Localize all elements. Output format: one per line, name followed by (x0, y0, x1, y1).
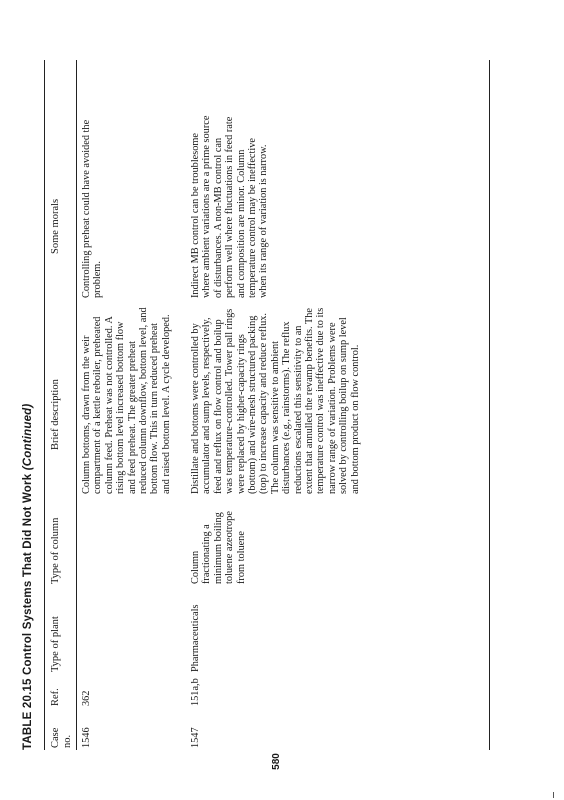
table-caption-continued: (Continued) (22, 403, 34, 471)
rotated-table (22, 50, 492, 750)
row1-brief-description: Column bottoms, drawn from the weir compartment of a kettle reboiler, preheated column feed. Preheat was not controlled. A rising bottom level increased bottom flow and feed preheat. The greater preheat reduced column downflow, bottom level, and bottom flow. This in turn reduced preheat and raised bottom level. A cycle developed. (81, 307, 172, 494)
row2-ref: 151a,b (190, 678, 201, 706)
header-rule (76, 60, 77, 750)
header-brief-description: Brief description (50, 379, 61, 450)
table-caption (22, 404, 34, 750)
bottom-rule (489, 60, 490, 750)
row2-type-of-column: Column fractionating a minimum boiling toluene azeotrope from toluene (190, 511, 247, 584)
row1-case-no: 1546 (81, 727, 92, 748)
top-rule (44, 60, 45, 750)
row2-some-morals: Indirect MB control can be troublesome where ambient variations are a prime source of disturbances. A non-MB control can perform well where fluctuations in feed rate and composition are minor. Column temperature control may be ineffective when its range of variation is narrow. (190, 115, 270, 298)
scan-edge-mark (553, 792, 558, 798)
header-type-of-column: Type of column (50, 517, 61, 584)
row2-brief-description: Distillate and bottoms were controlled by accumulator and sump levels, respectively, feed and reflux on flow control and boilup was temperature-controlled. Tower pall rings were replaced by higher-capacity rings (bottom) and wire-mesh structured packing (top) to increase capacity and reduce reflux. The column was sensitive to ambient disturbances (e.g., rainstorms). The reflux reductions escalated this sensitivity to an extent that annulled the revamp benefits. The temperature control was ineffective due to its narrow range of variation. Problems were solved by controlling boilup on sump level and bottom product on flow control. (190, 307, 361, 494)
row2-case-no: 1547 (190, 727, 201, 748)
header-some-morals: Some morals (50, 198, 61, 254)
row2-type-of-plant: Pharmaceuticals (190, 604, 201, 672)
row1-some-morals: Controlling preheat could have avoided the problem. (81, 119, 104, 298)
row1-ref: 362 (81, 690, 92, 706)
table-caption-title: TABLE 20.15 Control Systems That Did Not Work (22, 473, 34, 750)
page-number: 580 (270, 753, 282, 770)
header-case-no: Case no. (50, 727, 73, 748)
header-type-of-plant: Type of plant (50, 616, 61, 672)
header-ref: Ref. (50, 688, 61, 706)
